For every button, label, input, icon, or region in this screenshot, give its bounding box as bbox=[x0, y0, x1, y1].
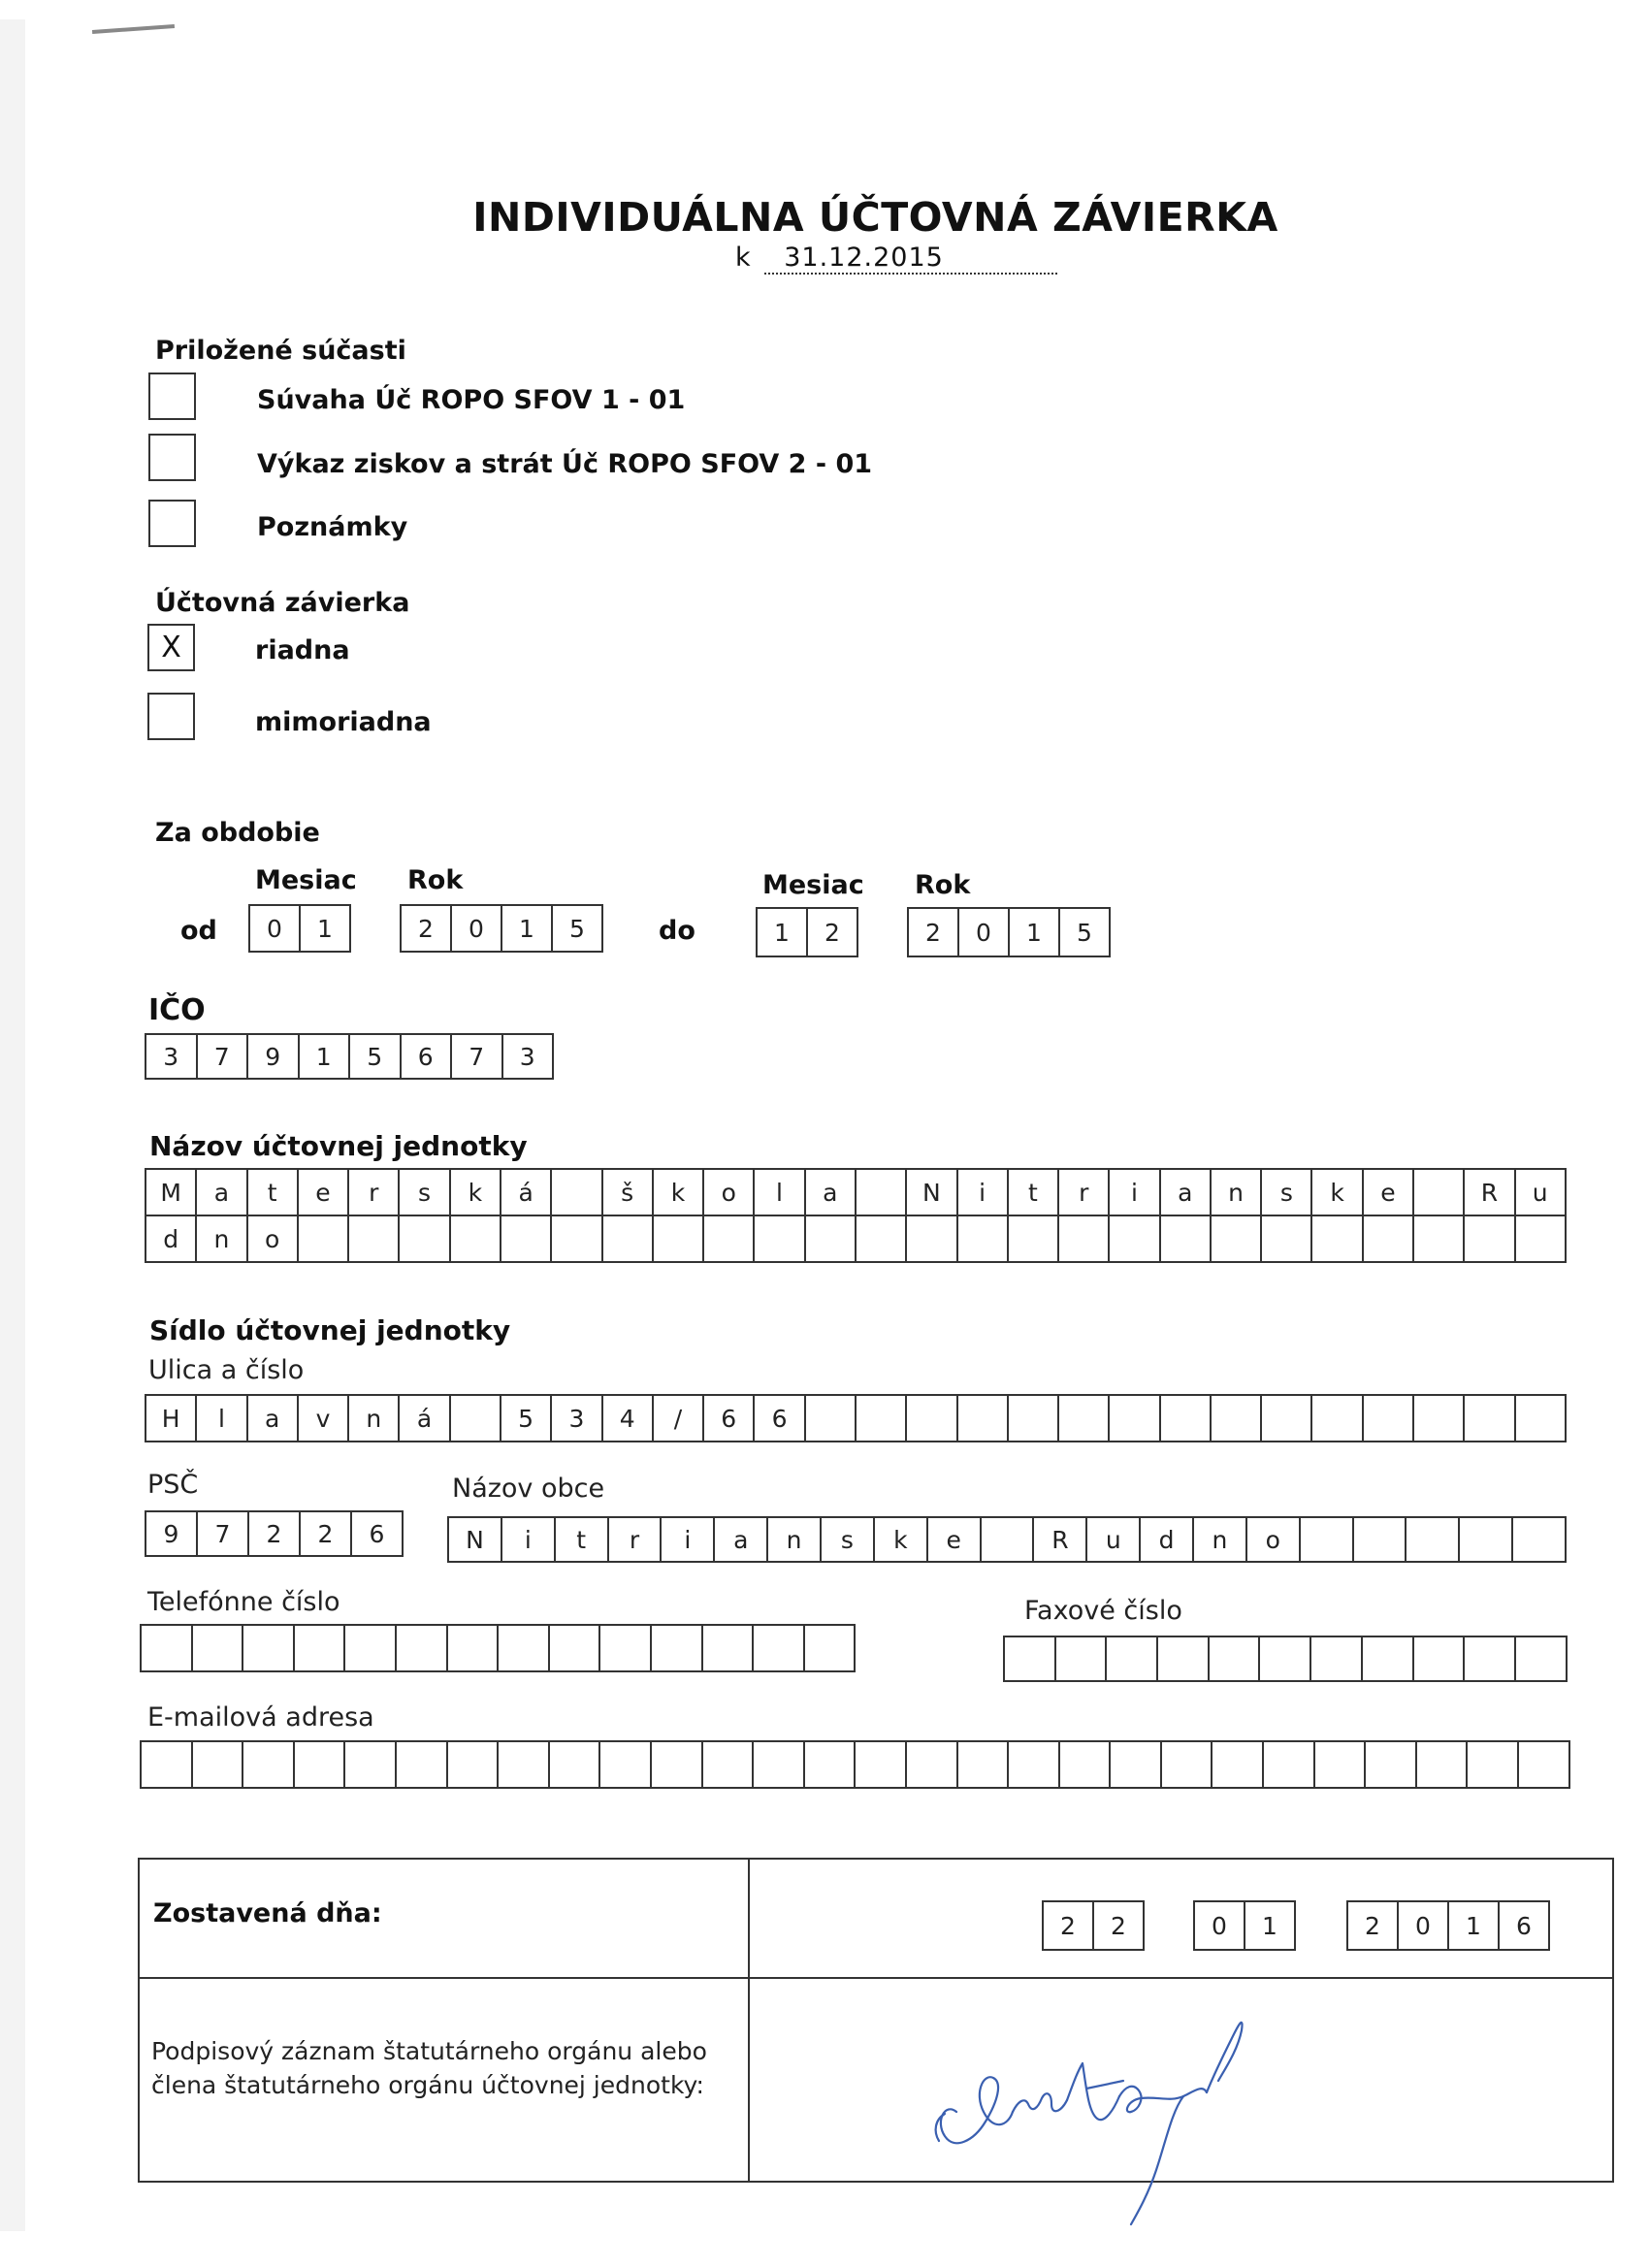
phone-field[interactable] bbox=[140, 1624, 856, 1672]
street-cell: 5 bbox=[501, 1396, 552, 1441]
street-cells bbox=[145, 1394, 1567, 1442]
email-cell bbox=[856, 1742, 907, 1787]
to-year-digit: 0 bbox=[959, 909, 1010, 956]
street-cell: a bbox=[248, 1396, 299, 1441]
street-cell bbox=[907, 1396, 957, 1441]
unit-name-row-2-cell bbox=[299, 1216, 349, 1261]
unit-name-row-1-cell: M bbox=[146, 1170, 197, 1215]
fax-cell bbox=[1056, 1637, 1108, 1680]
email-cell bbox=[193, 1742, 244, 1787]
email-cell bbox=[448, 1742, 500, 1787]
unit-name-row-2-cell bbox=[451, 1216, 501, 1261]
closing-date-line bbox=[735, 243, 1057, 275]
city-field[interactable] bbox=[447, 1516, 1567, 1563]
email-cell bbox=[243, 1742, 295, 1787]
unit-name-row-1-cell: l bbox=[755, 1170, 805, 1215]
street-cell bbox=[857, 1396, 907, 1441]
to-year-digit: 5 bbox=[1060, 909, 1111, 956]
unit-name-row-1-cell: r bbox=[1059, 1170, 1110, 1215]
email-cell bbox=[1060, 1742, 1112, 1787]
street-cell bbox=[451, 1396, 501, 1441]
balance-sheet-checkbox[interactable] bbox=[148, 373, 196, 420]
city-label: Názov obce bbox=[452, 1474, 605, 1504]
street-cell bbox=[1110, 1396, 1160, 1441]
street-cell bbox=[1262, 1396, 1312, 1441]
street-cell bbox=[1161, 1396, 1212, 1441]
unit-name-row-1-cell bbox=[1414, 1170, 1465, 1215]
city-cell bbox=[1301, 1518, 1354, 1561]
email-cell bbox=[499, 1742, 550, 1787]
ico-digit: 6 bbox=[402, 1035, 453, 1078]
from-month-cells[interactable] bbox=[248, 904, 351, 953]
fax-cells bbox=[1003, 1636, 1568, 1682]
city-cell bbox=[1354, 1518, 1407, 1561]
signature-table bbox=[138, 1858, 1614, 2183]
unit-name-row-1-cell: e bbox=[299, 1170, 349, 1215]
fax-field[interactable] bbox=[1003, 1636, 1568, 1682]
ico-label: IČO bbox=[148, 993, 206, 1027]
to-month-digit: 2 bbox=[808, 909, 858, 956]
signature-label-line-1: Podpisový záznam štatutárneho orgánu alebo bbox=[151, 2037, 707, 2065]
signature-label-line-2: člena štatutárneho orgánu účtovnej jednotky: bbox=[151, 2071, 704, 2099]
phone-cell bbox=[499, 1626, 550, 1670]
unit-name-row-2-cell bbox=[1262, 1216, 1312, 1261]
unit-name-row-1-cell bbox=[857, 1170, 907, 1215]
city-cell bbox=[1513, 1518, 1567, 1561]
psc-digit: 6 bbox=[352, 1512, 404, 1555]
to-year-label: Rok bbox=[915, 870, 971, 900]
email-cell bbox=[958, 1742, 1010, 1787]
unit-name-row-1-cell: š bbox=[603, 1170, 654, 1215]
unit-name-row-2-cell bbox=[1516, 1216, 1567, 1261]
email-cell bbox=[1264, 1742, 1315, 1787]
unit-name-row-2-cell bbox=[907, 1216, 957, 1261]
to-year-cells[interactable] bbox=[907, 907, 1111, 957]
unit-name-row-2-cell bbox=[1212, 1216, 1262, 1261]
city-cell: o bbox=[1247, 1518, 1301, 1561]
unit-name-row-2-cell bbox=[1110, 1216, 1160, 1261]
to-month-cells[interactable] bbox=[756, 907, 858, 957]
unit-name-row-2-cell: d bbox=[146, 1216, 197, 1261]
compiled-month-cells[interactable] bbox=[1193, 1900, 1296, 1951]
unit-name-row-2-cell bbox=[1059, 1216, 1110, 1261]
ico-digit: 1 bbox=[300, 1035, 351, 1078]
compiled-month-digit: 0 bbox=[1195, 1902, 1245, 1949]
regular-label: riadna bbox=[255, 635, 350, 665]
email-cell bbox=[550, 1742, 601, 1787]
city-cell: n bbox=[1194, 1518, 1247, 1561]
email-cell bbox=[754, 1742, 805, 1787]
email-field[interactable] bbox=[140, 1740, 1570, 1789]
unit-name-row-1-cell: k bbox=[654, 1170, 704, 1215]
email-cell bbox=[1111, 1742, 1162, 1787]
income-statement-checkbox[interactable] bbox=[148, 434, 196, 481]
unit-name-row-2 bbox=[145, 1216, 1567, 1263]
psc-digit: 2 bbox=[301, 1512, 352, 1555]
psc-digit: 2 bbox=[249, 1512, 301, 1555]
unit-name-row-1-cell: k bbox=[1312, 1170, 1363, 1215]
fax-cell bbox=[1158, 1637, 1210, 1680]
extraordinary-label: mimoriadna bbox=[255, 707, 432, 737]
closing-date: 31.12.2015 bbox=[764, 243, 1057, 275]
unit-name-row-2-cell bbox=[1009, 1216, 1059, 1261]
city-cell: t bbox=[556, 1518, 609, 1561]
closing-type-heading: Účtovná závierka bbox=[155, 588, 410, 618]
ico-digit: 3 bbox=[503, 1035, 555, 1078]
unit-name-row-1-cell: s bbox=[1262, 1170, 1312, 1215]
from-year-cells[interactable] bbox=[400, 904, 603, 953]
handwritten-signature bbox=[916, 1995, 1323, 2228]
from-year-digit: 0 bbox=[452, 906, 502, 951]
to-label: do bbox=[659, 916, 695, 946]
from-label: od bbox=[180, 916, 217, 946]
unit-name-row-2-cell bbox=[552, 1216, 602, 1261]
attachments-heading: Priložené súčasti bbox=[155, 336, 406, 366]
seat-label: Sídlo účtovnej jednotky bbox=[149, 1314, 511, 1346]
city-cell: r bbox=[609, 1518, 663, 1561]
from-year-digit: 1 bbox=[502, 906, 553, 951]
compiled-date-label: Zostavená dňa: bbox=[153, 1898, 382, 1928]
unit-name-field[interactable] bbox=[145, 1168, 1567, 1263]
street-cell bbox=[1364, 1396, 1414, 1441]
scan-edge-shadow bbox=[0, 19, 25, 2231]
unit-name-row-1-cell: R bbox=[1465, 1170, 1515, 1215]
street-cell: 4 bbox=[603, 1396, 654, 1441]
street-cell bbox=[958, 1396, 1009, 1441]
email-cells bbox=[140, 1740, 1570, 1789]
phone-cell bbox=[193, 1626, 244, 1670]
unit-name-row-1 bbox=[145, 1168, 1567, 1216]
ico-cells[interactable] bbox=[145, 1033, 554, 1080]
psc-label: PSČ bbox=[147, 1470, 199, 1500]
phone-label: Telefónne číslo bbox=[147, 1587, 340, 1617]
regular-checkbox[interactable]: X bbox=[147, 624, 195, 671]
unit-name-row-2-cell bbox=[755, 1216, 805, 1261]
fax-cell bbox=[1311, 1637, 1363, 1680]
city-cell: N bbox=[449, 1518, 502, 1561]
email-cell bbox=[652, 1742, 703, 1787]
email-cell bbox=[142, 1742, 193, 1787]
period-heading: Za obdobie bbox=[155, 818, 320, 848]
fax-cell bbox=[1414, 1637, 1466, 1680]
phone-cells bbox=[140, 1624, 856, 1672]
income-statement-label: Výkaz ziskov a strát Úč ROPO SFOV 2 - 01 bbox=[257, 449, 873, 479]
fax-cell bbox=[1363, 1637, 1414, 1680]
street-cell: 6 bbox=[704, 1396, 755, 1441]
city-cell bbox=[982, 1518, 1035, 1561]
street-cell: / bbox=[654, 1396, 704, 1441]
unit-name-row-2-cell bbox=[349, 1216, 400, 1261]
unit-name-row-2-cell bbox=[1414, 1216, 1465, 1261]
fax-cell bbox=[1107, 1637, 1158, 1680]
unit-name-row-2-cell bbox=[857, 1216, 907, 1261]
balance-sheet-label: Súvaha Úč ROPO SFOV 1 - 01 bbox=[257, 385, 686, 415]
street-cell: v bbox=[299, 1396, 349, 1441]
to-month-digit: 1 bbox=[758, 909, 808, 956]
compiled-month-digit: 1 bbox=[1245, 1902, 1296, 1949]
compiled-day-digit: 2 bbox=[1094, 1902, 1145, 1949]
notes-checkbox[interactable] bbox=[148, 500, 196, 547]
street-cell: l bbox=[197, 1396, 247, 1441]
ico-digit: 9 bbox=[248, 1035, 300, 1078]
document-title: INDIVIDUÁLNA ÚČTOVNÁ ZÁVIERKA bbox=[472, 194, 1278, 241]
fax-cell bbox=[1465, 1637, 1516, 1680]
street-cell: 6 bbox=[755, 1396, 805, 1441]
city-cell: e bbox=[928, 1518, 982, 1561]
unit-name-row-1-cell: i bbox=[958, 1170, 1009, 1215]
notes-label: Poznámky bbox=[257, 512, 408, 542]
psc-digit: 9 bbox=[146, 1512, 198, 1555]
street-cell bbox=[1212, 1396, 1262, 1441]
phone-cell bbox=[703, 1626, 755, 1670]
fax-cell bbox=[1210, 1637, 1261, 1680]
email-cell bbox=[1417, 1742, 1469, 1787]
city-cell bbox=[1460, 1518, 1513, 1561]
email-cell bbox=[1009, 1742, 1060, 1787]
phone-cell bbox=[652, 1626, 703, 1670]
compiled-year-digit: 2 bbox=[1348, 1902, 1399, 1949]
table-divider-horizontal bbox=[140, 1977, 1612, 1979]
street-cell bbox=[1009, 1396, 1059, 1441]
k-label: k bbox=[735, 243, 751, 273]
street-label: Ulica a číslo bbox=[148, 1355, 305, 1385]
email-cell bbox=[703, 1742, 755, 1787]
email-label: E-mailová adresa bbox=[147, 1702, 374, 1733]
city-cell: u bbox=[1087, 1518, 1141, 1561]
phone-cell bbox=[243, 1626, 295, 1670]
phone-cell bbox=[142, 1626, 193, 1670]
unit-name-row-1-cell: a bbox=[1161, 1170, 1212, 1215]
unit-name-row-2-cell bbox=[1465, 1216, 1515, 1261]
unit-name-row-2-cell bbox=[1161, 1216, 1212, 1261]
unit-name-row-2-cell bbox=[654, 1216, 704, 1261]
phone-cell bbox=[600, 1626, 652, 1670]
city-cell bbox=[1406, 1518, 1460, 1561]
phone-cell bbox=[550, 1626, 601, 1670]
extraordinary-checkbox[interactable] bbox=[147, 693, 195, 740]
unit-name-row-2-cell: o bbox=[248, 1216, 299, 1261]
email-cell bbox=[1315, 1742, 1367, 1787]
unit-name-row-1-cell: e bbox=[1364, 1170, 1414, 1215]
street-cell bbox=[1516, 1396, 1567, 1441]
unit-name-row-1-cell: k bbox=[451, 1170, 501, 1215]
from-month-digit: 0 bbox=[250, 906, 301, 951]
email-cell bbox=[397, 1742, 448, 1787]
street-cell bbox=[1465, 1396, 1515, 1441]
email-cell bbox=[345, 1742, 397, 1787]
table-divider-vertical bbox=[748, 1860, 750, 2181]
compiled-day-cells[interactable] bbox=[1042, 1900, 1145, 1951]
from-year-digit: 5 bbox=[553, 906, 603, 951]
unit-name-row-2-cell bbox=[501, 1216, 552, 1261]
compiled-year-digit: 6 bbox=[1500, 1902, 1550, 1949]
phone-cell bbox=[448, 1626, 500, 1670]
street-cell bbox=[1059, 1396, 1110, 1441]
ico-digit: 5 bbox=[350, 1035, 402, 1078]
email-cell bbox=[600, 1742, 652, 1787]
psc-cells[interactable] bbox=[145, 1510, 404, 1557]
unit-name-row-2-cell bbox=[400, 1216, 450, 1261]
phone-cell bbox=[805, 1626, 857, 1670]
street-cell bbox=[1312, 1396, 1363, 1441]
unit-name-row-1-cell: t bbox=[248, 1170, 299, 1215]
email-cell bbox=[1468, 1742, 1519, 1787]
unit-name-row-1-cell: N bbox=[907, 1170, 957, 1215]
unit-name-row-2-cell: n bbox=[197, 1216, 247, 1261]
compiled-year-digit: 1 bbox=[1449, 1902, 1500, 1949]
street-field[interactable] bbox=[145, 1394, 1567, 1442]
from-year-digit: 2 bbox=[402, 906, 452, 951]
city-cell: R bbox=[1034, 1518, 1087, 1561]
compiled-day-digit: 2 bbox=[1044, 1902, 1094, 1949]
psc-digit: 7 bbox=[198, 1512, 249, 1555]
city-cell: i bbox=[662, 1518, 715, 1561]
city-cell: k bbox=[875, 1518, 928, 1561]
unit-name-row-1-cell: a bbox=[197, 1170, 247, 1215]
unit-name-row-1-cell: r bbox=[349, 1170, 400, 1215]
street-cell: 3 bbox=[552, 1396, 602, 1441]
city-cell: n bbox=[768, 1518, 822, 1561]
unit-name-row-2-cell bbox=[1312, 1216, 1363, 1261]
city-cell: s bbox=[822, 1518, 875, 1561]
street-cell: n bbox=[349, 1396, 400, 1441]
from-month-digit: 1 bbox=[301, 906, 351, 951]
email-cell bbox=[907, 1742, 958, 1787]
phone-cell bbox=[295, 1626, 346, 1670]
to-year-digit: 1 bbox=[1010, 909, 1060, 956]
fax-cell bbox=[1005, 1637, 1056, 1680]
to-year-digit: 2 bbox=[909, 909, 959, 956]
fax-cell bbox=[1260, 1637, 1311, 1680]
fax-label: Faxové číslo bbox=[1024, 1596, 1182, 1626]
ico-digit: 7 bbox=[452, 1035, 503, 1078]
unit-name-row-1-cell: s bbox=[400, 1170, 450, 1215]
phone-cell bbox=[397, 1626, 448, 1670]
compiled-year-digit: 0 bbox=[1399, 1902, 1449, 1949]
street-cell: H bbox=[146, 1396, 197, 1441]
city-cells bbox=[447, 1516, 1567, 1563]
email-cell bbox=[805, 1742, 857, 1787]
unit-name-row-2-cell bbox=[603, 1216, 654, 1261]
compiled-year-cells[interactable] bbox=[1346, 1900, 1550, 1951]
unit-name-row-1-cell: á bbox=[501, 1170, 552, 1215]
email-cell bbox=[1366, 1742, 1417, 1787]
fax-cell bbox=[1516, 1637, 1568, 1680]
email-cell bbox=[1162, 1742, 1213, 1787]
unit-name-row-1-cell: u bbox=[1516, 1170, 1567, 1215]
street-cell bbox=[1414, 1396, 1465, 1441]
email-cell bbox=[295, 1742, 346, 1787]
from-month-label: Mesiac bbox=[255, 865, 357, 895]
unit-name-row-1-cell bbox=[552, 1170, 602, 1215]
unit-name-row-1-cell: o bbox=[704, 1170, 755, 1215]
email-cell bbox=[1519, 1742, 1570, 1787]
unit-name-row-1-cell: t bbox=[1009, 1170, 1059, 1215]
unit-name-row-2-cell bbox=[704, 1216, 755, 1261]
ico-digit: 3 bbox=[146, 1035, 198, 1078]
city-cell: a bbox=[715, 1518, 768, 1561]
city-cell: d bbox=[1141, 1518, 1194, 1561]
phone-cell bbox=[754, 1626, 805, 1670]
to-month-label: Mesiac bbox=[762, 870, 864, 900]
from-year-label: Rok bbox=[407, 865, 464, 895]
unit-name-label: Názov účtovnej jednotky bbox=[149, 1130, 528, 1162]
unit-name-row-1-cell: a bbox=[806, 1170, 857, 1215]
phone-cell bbox=[345, 1626, 397, 1670]
unit-name-row-1-cell: n bbox=[1212, 1170, 1262, 1215]
city-cell: i bbox=[502, 1518, 556, 1561]
unit-name-row-2-cell bbox=[806, 1216, 857, 1261]
email-cell bbox=[1212, 1742, 1264, 1787]
ico-digit: 7 bbox=[198, 1035, 249, 1078]
street-cell bbox=[806, 1396, 857, 1441]
unit-name-row-2-cell bbox=[958, 1216, 1009, 1261]
scan-mark bbox=[92, 24, 175, 34]
street-cell: á bbox=[400, 1396, 450, 1441]
unit-name-row-1-cell: i bbox=[1110, 1170, 1160, 1215]
unit-name-row-2-cell bbox=[1364, 1216, 1414, 1261]
